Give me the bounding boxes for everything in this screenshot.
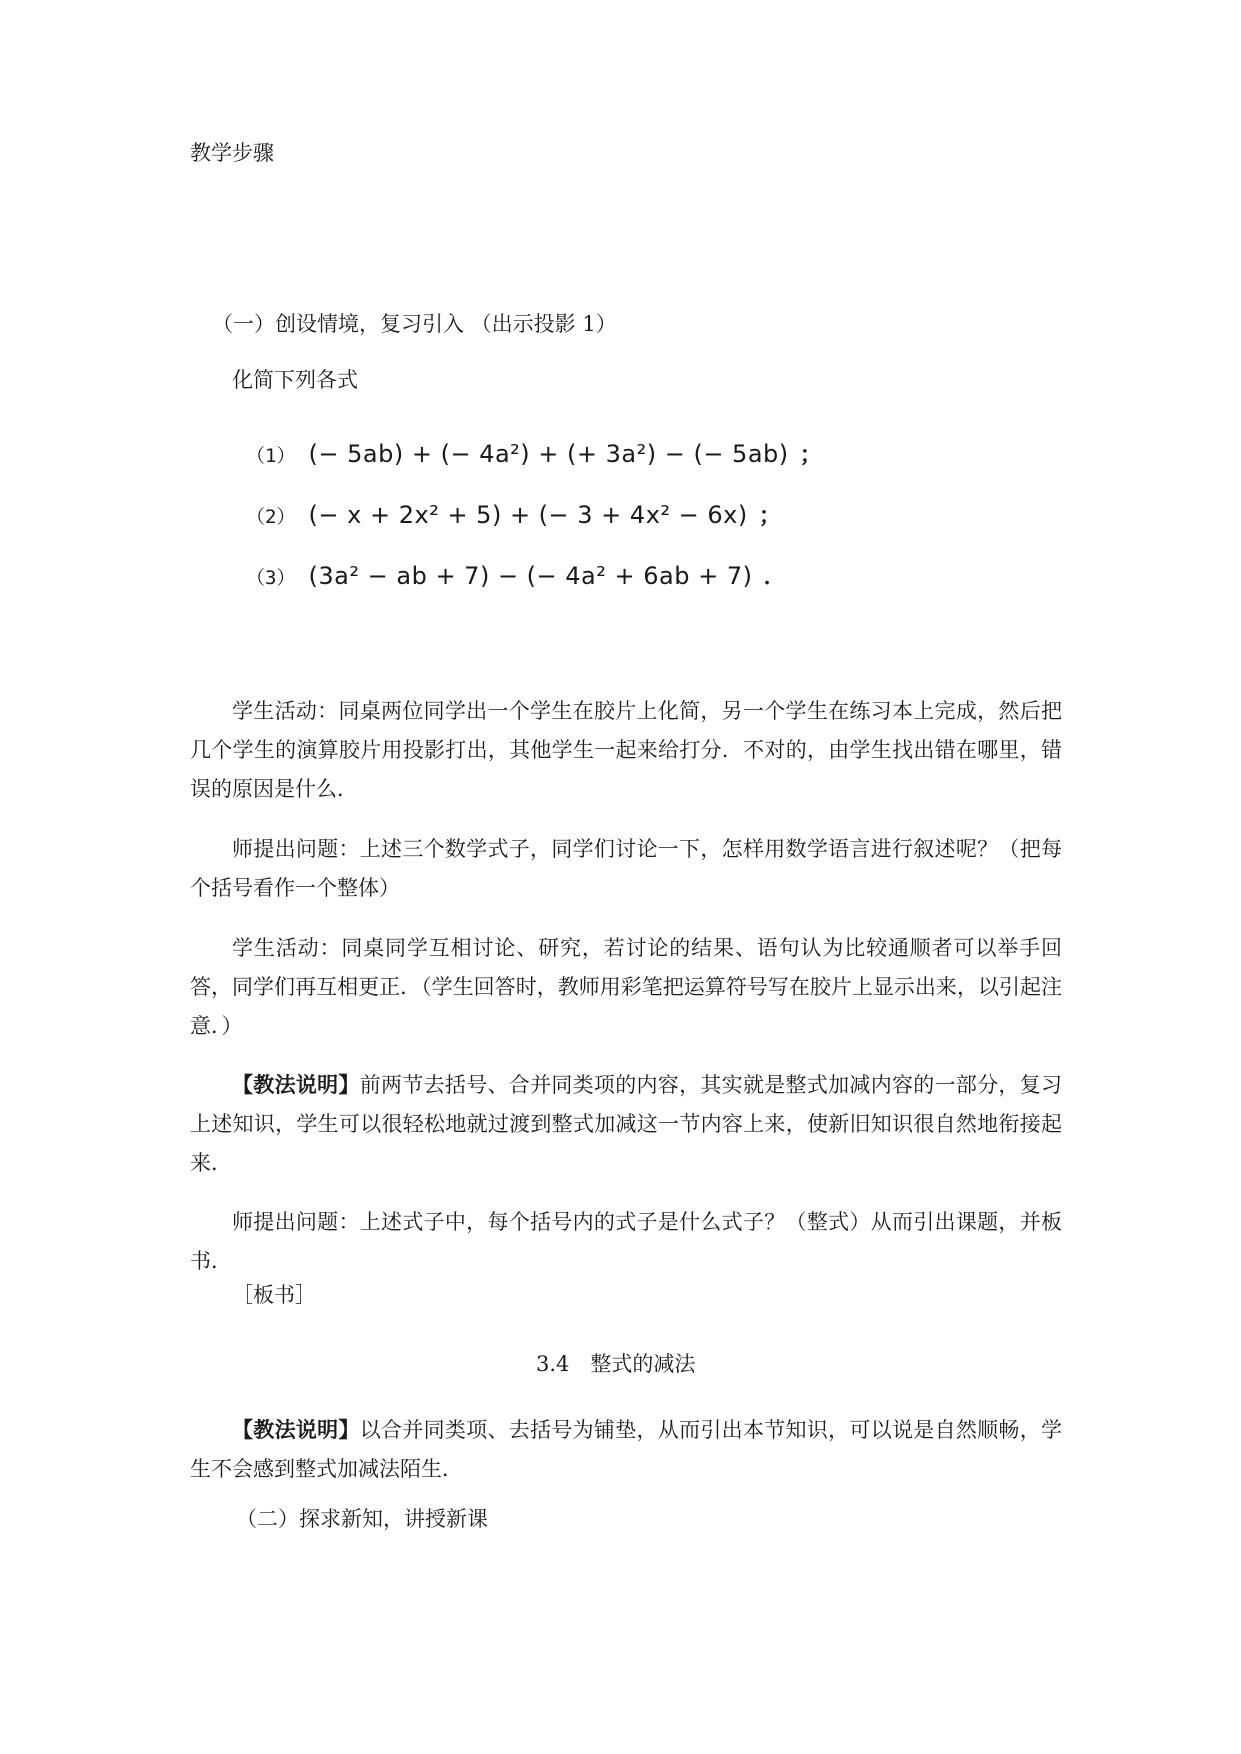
- exercise-end-mark: ；: [758, 504, 781, 529]
- paragraph-method-note-2: [190, 1410, 1062, 1489]
- exercise-item: [246, 560, 786, 591]
- paragraph-teacher-question-1: 师提出问题：上述三个数学式子，同学们讨论一下，怎样用数学语言进行叙述呢？（把每个括号看作一个整体）: [190, 837, 1062, 900]
- method-note-text: 以合并同类项、去括号为铺垫，从而引出本节知识，可以说是自然顺畅，学生不会感到整式加减法陌生．: [190, 1418, 1063, 1481]
- paragraph-student-activity-2: 学生活动：同桌同学互相讨论、研究，若讨论的结果、语句认为比较通顺者可以举手回答，同学们再互相更正．（学生回答时，教师用彩笔把运算符号写在胶片上显示出来，以引起注意．）: [190, 936, 1062, 1038]
- paragraph-teacher-question-2: 师提出问题：上述式子中，每个括号内的式子是什么式子？（整式）从而引出课题，并板书．: [190, 1210, 1062, 1273]
- board-label: ［板书］: [232, 1283, 316, 1307]
- exercise-end-mark: ．: [763, 565, 786, 590]
- exercise-item: [246, 438, 822, 469]
- exercise-end-mark: ；: [799, 443, 822, 468]
- method-note-label: 【教法说明】: [232, 1072, 360, 1097]
- method-note-label: 【教法说明】: [232, 1417, 360, 1442]
- instruction-text: 化简下列各式: [232, 368, 358, 392]
- page-heading: 教学步骤: [190, 141, 274, 165]
- exercise-label: （3）: [246, 567, 296, 589]
- exercise-label: （2）: [246, 506, 296, 528]
- exercise-expression: (− x + 2x² + 5) + (− 3 + 4x² − 6x): [308, 501, 748, 529]
- exercise-label: （1）: [246, 445, 296, 467]
- section-title-2: （二）探求新知，讲授新课: [236, 1507, 488, 1531]
- method-note-text: 前两节去括号、合并同类项的内容，其实就是整式加减内容的一部分，复习上述知识，学生可以很轻松地就过渡到整式加减这一节内容上来，使新旧知识很自然地衔接起来．: [190, 1073, 1063, 1175]
- exercise-expression: (3a² − ab + 7) − (− 4a² + 6ab + 7): [308, 562, 753, 590]
- exercise-item: [246, 499, 781, 530]
- exercise-expression: (− 5ab) + (− 4a²) + (+ 3a²) − (− 5ab): [308, 440, 789, 468]
- paragraph-student-activity-1: 学生活动：同桌两位同学出一个学生在胶片上化简，另一个学生在练习本上完成，然后把几个学生的演算胶片用投影打出，其他学生一起来给打分．不对的，由学生找出错在哪里，错误的原因是什么．: [190, 699, 1062, 801]
- section-title-1: （一）创设情境，复习引入 （出示投影 1）: [212, 312, 617, 336]
- paragraph-method-note-1: [190, 1065, 1062, 1183]
- board-title: 3.4 整式的减法: [536, 1352, 696, 1376]
